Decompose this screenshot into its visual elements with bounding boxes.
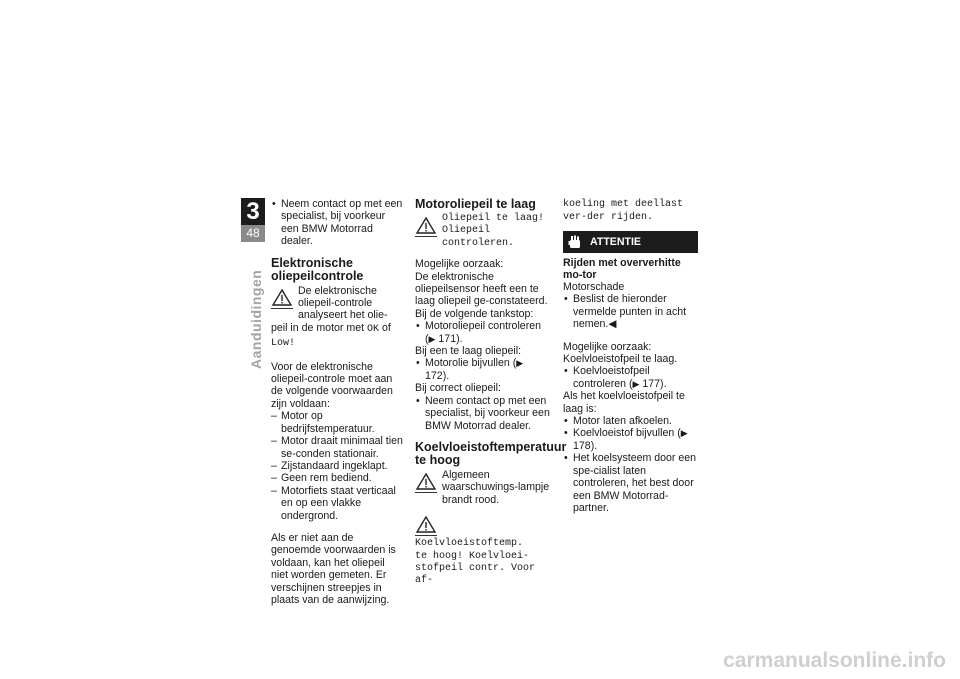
- page-reference[interactable]: 172: [425, 369, 443, 382]
- display-message: [415, 213, 550, 250]
- condition-text: Als het koelvloeistofpeil te laag is:: [563, 390, 685, 415]
- page-reference-arrow-icon: ▶: [516, 358, 524, 369]
- attention-label: ATTENTIE: [590, 235, 642, 248]
- list-item: – Zijstandaard ingeklapt.: [271, 460, 403, 472]
- list-item: • Neem contact op met een specialist, bij voorkeur een BMW Motorrad dealer.: [271, 198, 403, 248]
- cause-text: De elektronische oliepeilsensor heeft een te laag oliepeil ge-constateerd. Bij de volgende tankstop:: [415, 270, 548, 320]
- warning-triangle-icon: [271, 288, 293, 309]
- warning-triangle-icon: [415, 216, 437, 237]
- list-item: • Motorolie bijvullen (▶ 172).: [415, 357, 550, 382]
- page-reference-arrow-icon: ▶: [632, 378, 640, 389]
- display-line: Koelvloeistoftemp.: [415, 538, 524, 550]
- attention-banner: [563, 231, 698, 253]
- list-item: • Koelvloeistof bijvullen (▶ 178).: [563, 427, 698, 452]
- column-3: [563, 198, 698, 514]
- display-line: te hoog! Koelvloei-: [415, 550, 530, 562]
- condition-text: Bij correct oliepeil:: [415, 382, 501, 395]
- display-message: [415, 512, 550, 588]
- condition-text: Bij een te laag oliepeil:: [415, 345, 522, 358]
- cause-text: Koelvloeistofpeil te laag.: [563, 353, 678, 366]
- page-reference-arrow-icon: ▶: [428, 333, 436, 344]
- list-item: – Motorfiets staat verticaal en op een vlakke ondergrond.: [271, 485, 403, 522]
- section-heading-coolant: Koelvloeistoftemperatuur te hoog: [415, 439, 567, 467]
- closing-paragraph: Als er niet aan de genoemde voorwaarden is voldaan, kan het oliepeil niet worden gemeten. Er verschijnen streepjes in plaats van de aanwijzing.: [271, 531, 396, 606]
- cause-label: Mogelijke oorzaak:: [415, 258, 504, 271]
- list-item: • Neem contact op met een specialist, bij voorkeur een BMW Motorrad dealer.: [415, 395, 550, 432]
- warning-triangle-icon: [415, 515, 437, 536]
- info-note-text: Algemeen waarschuwings-lampje brandt rood.: [442, 468, 550, 506]
- conditions-intro: Voor de elektronische oliepeil-controle moet aan de volgende voorwaarden zijn voldaan:: [271, 360, 393, 410]
- info-note: [271, 285, 403, 351]
- attention-heading: Rijden met oververhitte mo-tor: [563, 257, 681, 281]
- warning-triangle-icon: [415, 472, 437, 493]
- display-line: koeling met deellast ver-der rijden.: [563, 199, 684, 223]
- display-line: Oliepeil te laag!: [442, 213, 545, 224]
- list-item: • Motor laten afkoelen.: [563, 415, 698, 427]
- attention-subheading: Motorschade: [563, 281, 625, 293]
- watermark-logo: carmanualsonline.info: [723, 649, 946, 672]
- list-item: • Beslist de hieronder vermelde punten in acht nemen.◀: [563, 293, 698, 330]
- display-line: stofpeil contr. Voor af-: [415, 562, 536, 587]
- page-number: 48: [241, 225, 265, 242]
- display-line: Oliepeil controleren.: [442, 225, 515, 249]
- page-reference[interactable]: 171: [438, 332, 457, 345]
- page-reference-arrow-icon: ▶: [680, 428, 688, 439]
- list-item: • Motoroliepeil controleren (▶ 171).: [415, 320, 550, 345]
- list-item: – Motor op bedrijfstemperatuur.: [271, 410, 403, 435]
- column-2: [415, 197, 567, 588]
- list-item: – Geen rem bediend.: [271, 472, 403, 484]
- section-heading-oil-control: Elektronische oliepeilcontrole: [271, 255, 364, 283]
- column-1: [271, 198, 403, 606]
- end-mark-icon: ◀: [608, 318, 617, 331]
- info-note: [415, 469, 550, 506]
- page-reference[interactable]: 178: [573, 439, 591, 452]
- cause-label: Mogelijke oorzaak:: [563, 340, 652, 353]
- list-item: – Motor draait minimaal tien se-conden stationair.: [271, 435, 403, 460]
- hand-stop-icon: [568, 235, 582, 249]
- page-reference[interactable]: 177: [642, 377, 661, 390]
- info-note-text: De elektronische oliepeil-controle analyseert het olie-peil in de motor met OK of Low!: [271, 284, 391, 350]
- chapter-side-title: Aanduidingen: [248, 269, 264, 369]
- list-item: • Het koelsysteem door een spe-cialist laten controleren, het best door een BMW Motorrad-partner.: [563, 452, 698, 514]
- list-item: • Koelvloeistofpeil controleren (▶ 177).: [563, 365, 698, 390]
- section-heading-oil-low: Motoroliepeil te laag: [415, 197, 536, 211]
- chapter-number: 3: [241, 198, 265, 225]
